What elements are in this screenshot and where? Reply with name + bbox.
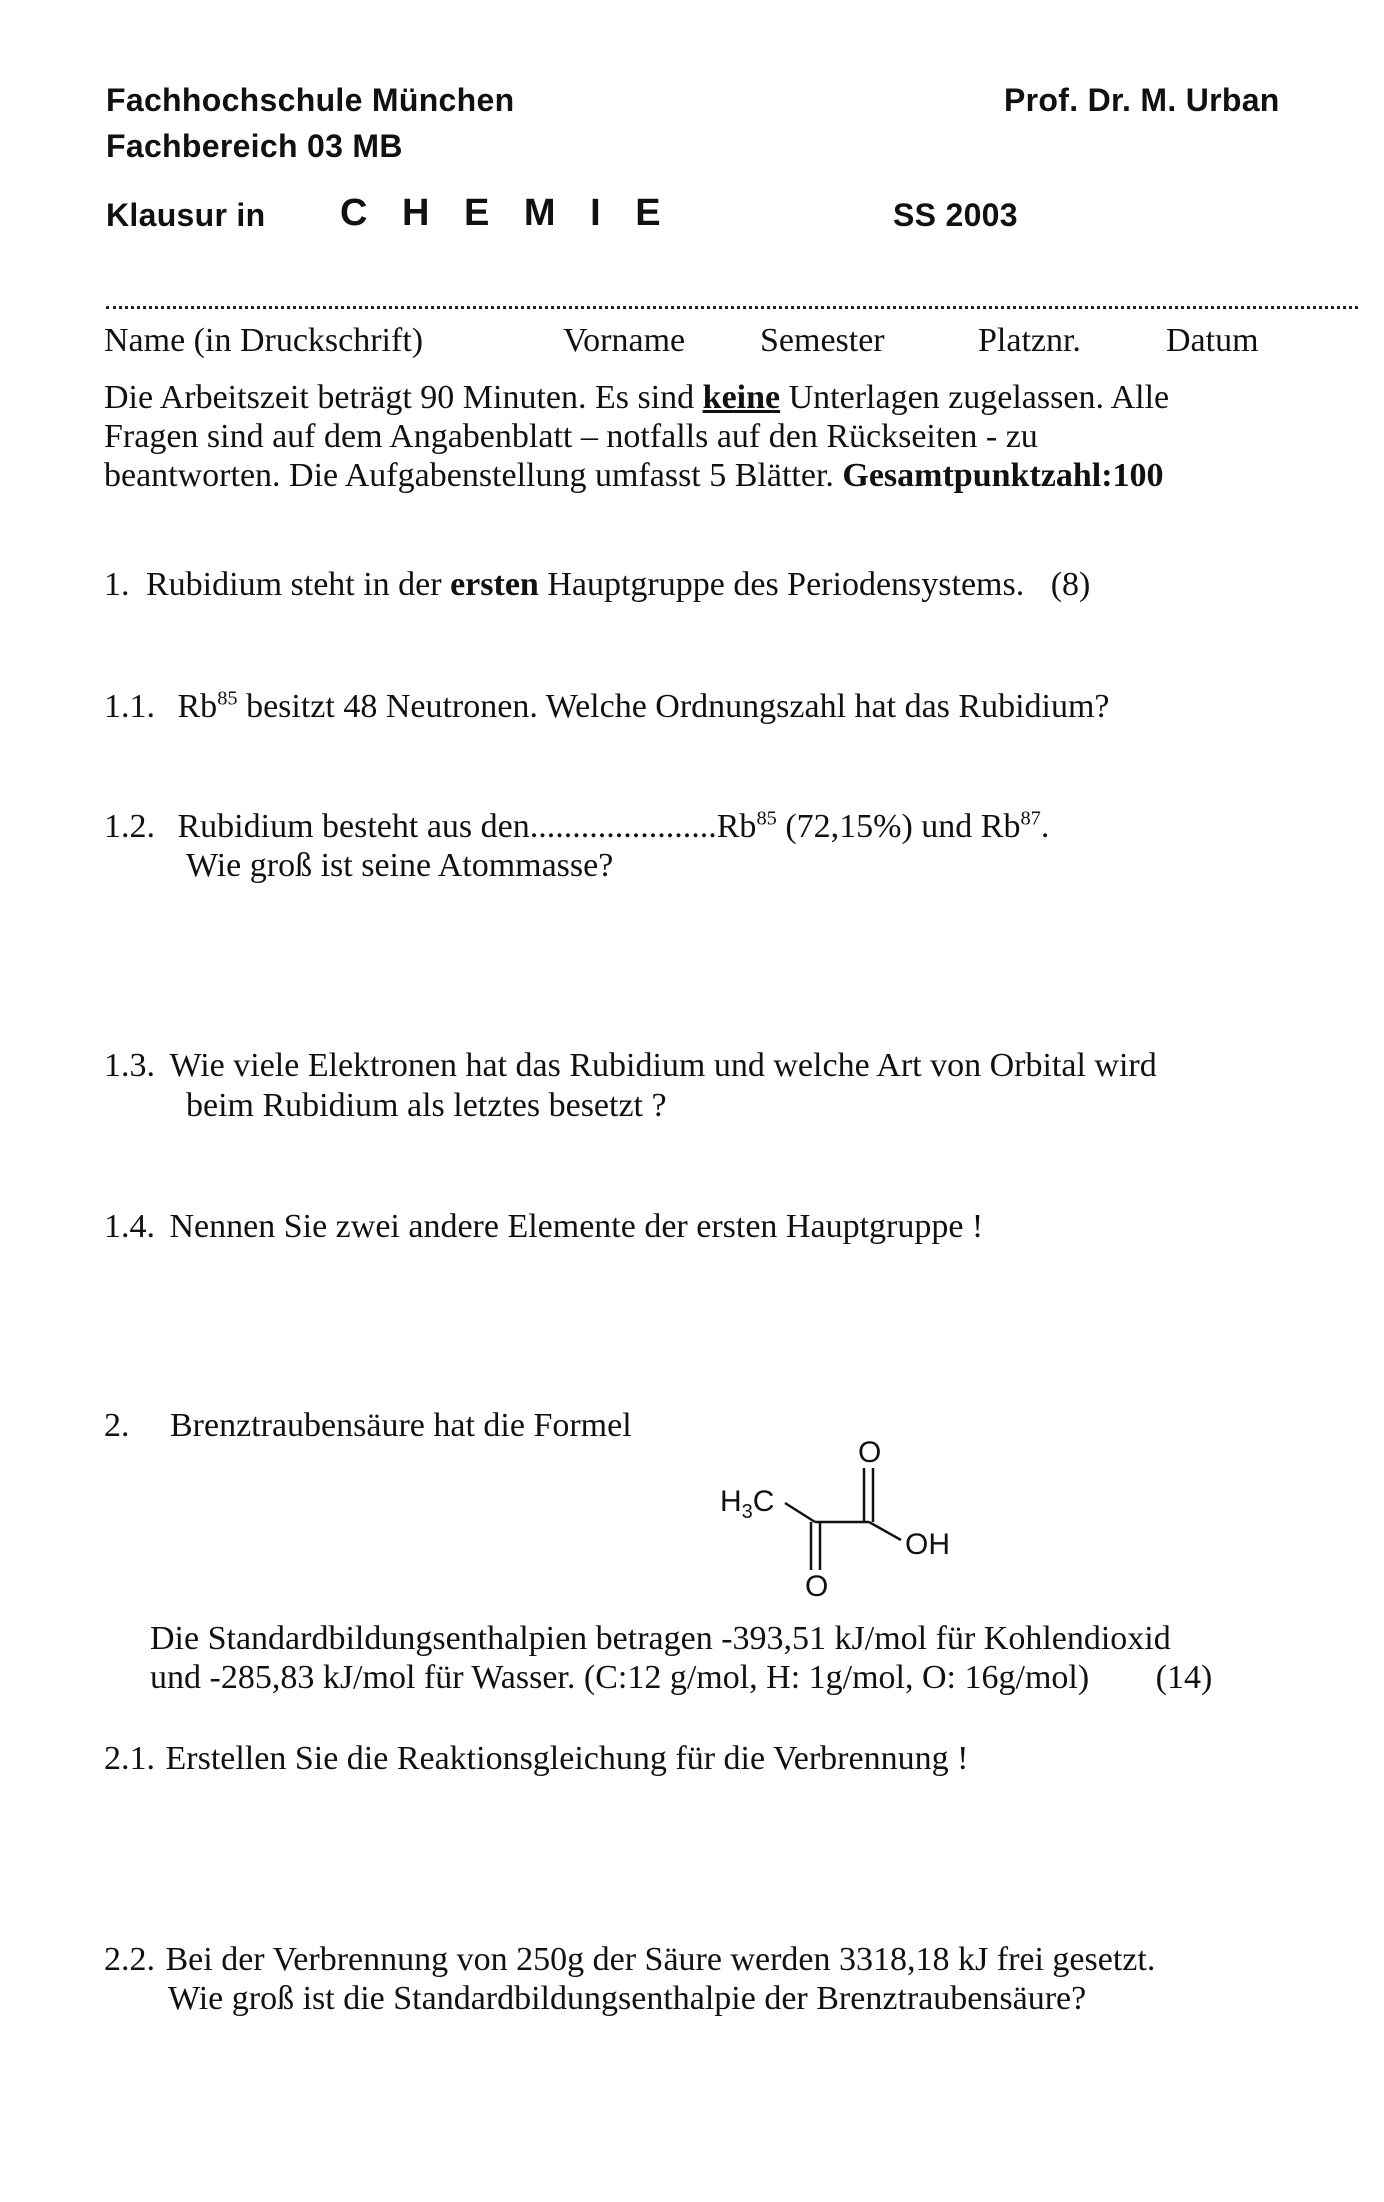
question-number: 1.2. xyxy=(104,808,155,845)
instructions-line-2: Fragen sind auf dem Angabenblatt – notfalls auf den Rückseiten - zu xyxy=(104,418,1038,455)
question-text: Erstellen Sie die Reaktionsgleichung für die Verbrennung ! xyxy=(165,1740,969,1777)
exam-subject: C H E M I E xyxy=(340,192,673,234)
question-text: Nennen Sie zwei andere Elemente der ersten Hauptgruppe ! xyxy=(169,1208,984,1245)
instructions-text: beantworten. Die Aufgabenstellung umfasst 5 Blätter. xyxy=(104,457,843,494)
question-text: Wie viele Elektronen hat das Rubidium und welche Art von Orbital wird xyxy=(169,1047,1157,1084)
question-1-3 xyxy=(104,1047,1157,1085)
question-2-2-line-2: Wie groß ist die Standardbildungsenthalpie der Brenztraubensäure? xyxy=(168,1980,1087,2017)
subscript-3: 3 xyxy=(741,1501,753,1523)
question-points: (8) xyxy=(1050,566,1091,603)
question-text: Rubidium steht in der xyxy=(146,566,451,603)
mass-number: 85 xyxy=(756,807,777,830)
mass-number: 87 xyxy=(1020,807,1041,830)
question-text: Rubidium besteht aus den xyxy=(177,808,530,845)
question-emphasis: ersten xyxy=(450,566,539,603)
question-number: 1.1. xyxy=(104,688,155,725)
question-1-3-line-2: beim Rubidium als letztes besetzt ? xyxy=(186,1087,667,1124)
question-1-2 xyxy=(104,808,1049,846)
question-1 xyxy=(104,566,1090,604)
answer-blank[interactable]: ...................... xyxy=(529,808,717,845)
instructions-keyword: keine xyxy=(702,379,781,416)
semester-label: SS 2003 xyxy=(893,197,1018,233)
instructions-line-3 xyxy=(104,457,1164,495)
methyl-group-label xyxy=(720,1485,774,1524)
question-2 xyxy=(104,1407,632,1445)
question-2-info-line-1: Die Standardbildungsenthalpien betragen -393,51 kJ/mol für Kohlendioxid xyxy=(150,1620,1171,1657)
mass-number: 85 xyxy=(217,687,238,710)
question-2-1 xyxy=(104,1740,968,1778)
question-2-info-line-2 xyxy=(150,1659,1212,1697)
question-2-2 xyxy=(104,1941,1155,1979)
field-name: Name (in Druckschrift) xyxy=(104,322,424,359)
atom-h: H xyxy=(720,1485,742,1518)
question-text: Hauptgruppe des Periodensystems. xyxy=(538,566,1025,603)
question-text: und -285,83 kJ/mol für Wasser. (C:12 g/mol, H: 1g/mol, O: 16g/mol) xyxy=(150,1659,1090,1696)
professor-name: Prof. Dr. M. Urban xyxy=(1004,82,1280,118)
bond-c-oh xyxy=(869,1522,901,1540)
field-datum: Datum xyxy=(1166,322,1259,359)
oxygen-bottom: O xyxy=(805,1570,829,1603)
question-number: 2.2. xyxy=(104,1941,155,1978)
field-platznr: Platznr. xyxy=(978,322,1081,359)
question-1-2-line-2: Wie groß ist seine Atommasse? xyxy=(186,847,614,884)
question-text: . xyxy=(1040,808,1050,845)
pyruvic-acid-structure xyxy=(715,1436,985,1610)
structure-bonds xyxy=(715,1440,985,1610)
question-1-1 xyxy=(104,688,1110,726)
school-name: Fachhochschule München xyxy=(106,82,515,118)
element-symbol: Rb xyxy=(716,808,757,845)
instructions-text: Unterlagen zugelassen. Alle xyxy=(780,379,1170,416)
question-text: Bei der Verbrennung von 250g der Säure werden 3318,18 kJ frei gesetzt. xyxy=(165,1941,1156,1978)
question-number: 2. xyxy=(104,1407,130,1444)
element-symbol: Rb xyxy=(980,808,1021,845)
question-text: (72,15%) und xyxy=(776,808,981,845)
department: Fachbereich 03 MB xyxy=(106,128,403,164)
field-semester: Semester xyxy=(760,322,885,359)
instructions-line-1 xyxy=(104,379,1169,417)
hydroxyl-group-label: OH xyxy=(905,1528,950,1561)
total-points: Gesamtpunktzahl:100 xyxy=(842,457,1164,494)
question-1-4 xyxy=(104,1208,983,1246)
instructions-text: Die Arbeitszeit beträgt 90 Minuten. Es sind xyxy=(104,379,703,416)
question-text: Brenztraubensäure hat die Formel xyxy=(170,1407,632,1444)
question-number: 1.4. xyxy=(104,1208,155,1245)
question-points: (14) xyxy=(1155,1659,1213,1696)
name-dotted-line xyxy=(106,306,1358,309)
question-number: 2.1. xyxy=(104,1740,155,1777)
oxygen-top: O xyxy=(858,1436,882,1469)
field-vorname: Vorname xyxy=(563,322,686,359)
element-symbol: Rb xyxy=(177,688,218,725)
question-number: 1. xyxy=(104,566,130,603)
exam-prefix: Klausur in xyxy=(106,197,266,233)
question-text: besitzt 48 Neutronen. Welche Ordnungszahl hat das Rubidium? xyxy=(237,688,1110,725)
question-number: 1.3. xyxy=(104,1047,155,1084)
atom-c: C xyxy=(752,1485,775,1518)
bond-ch3-c xyxy=(785,1503,815,1522)
